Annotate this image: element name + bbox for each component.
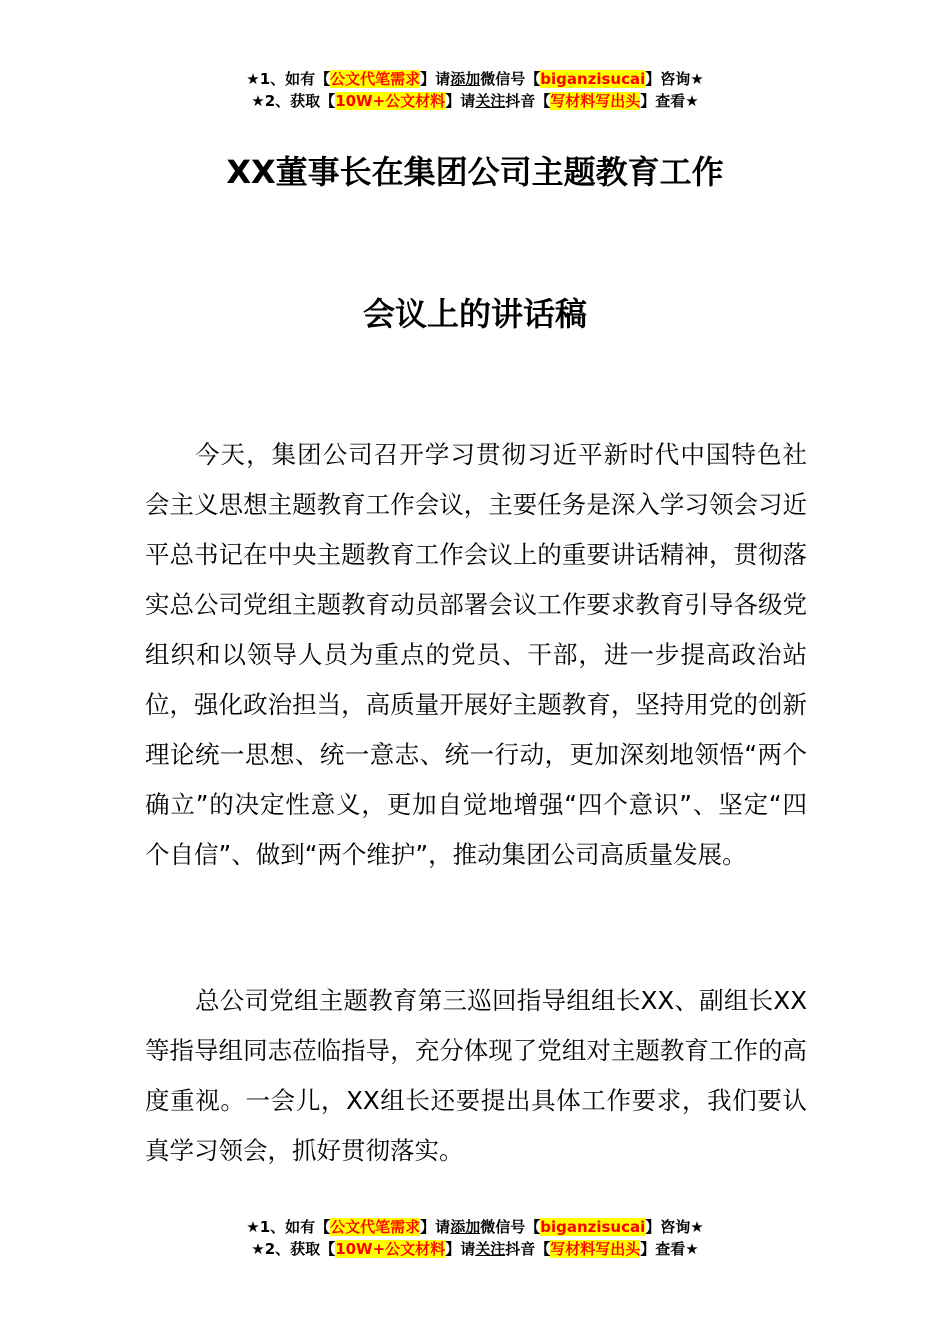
notice-text: 抖音【: [505, 1240, 551, 1258]
document-title-line-2: 会议上的讲话稿: [362, 295, 587, 333]
notice-text: 】查看★: [640, 1240, 699, 1258]
notice-line-2: [0, 1238, 950, 1260]
document-title-line-1: XX董事长在集团公司主题教育工作: [226, 153, 724, 191]
notice-text: ★2、获取【: [251, 1240, 336, 1258]
wechat-id-highlight: biganzisucai: [540, 1218, 646, 1236]
notice-highlight: 10W+公文材料: [335, 92, 446, 110]
notice-text: 】请: [445, 1240, 476, 1258]
notice-line-2: [0, 90, 950, 112]
notice-highlight: 公文代笔需求: [330, 1218, 421, 1236]
notice-text: ★1、如有【: [246, 1218, 331, 1236]
notice-text: 】请: [420, 1218, 451, 1236]
notice-text: 微信号【: [480, 70, 541, 88]
douyin-id-highlight: 写材料写出头: [550, 92, 641, 110]
notice-text: 】咨询★: [645, 70, 704, 88]
header-notice: [0, 68, 950, 112]
notice-line-1: [0, 1216, 950, 1238]
douyin-id-highlight: 写材料写出头: [550, 1240, 641, 1258]
notice-line-1: [0, 68, 950, 90]
notice-text: 】咨询★: [645, 1218, 704, 1236]
body-paragraph-1: 今天，集团公司召开学习贯彻习近平新时代中国特色社会主义思想主题教育工作会议，主要任务是深入学习领会习近平总书记在中央主题教育工作会议上的重要讲话精神，贯彻落实总公司党组主题教育动员部署会议工作要求教育引导各级党组织和以领导人员为重点的党员、干部，进一步提高政治站位，强化政治担当，高质量开展好主题教育，坚持用党的创新理论统一思想、统一意志、统一行动，更加深刻地领悟“两个确立”的决定性意义，更加自觉地增强“四个意识”、坚定“四个自信”、做到“两个维护”，推动集团公司高质量发展。: [145, 440, 807, 869]
notice-text: 微信号【: [480, 1218, 541, 1236]
footer-notice: [0, 1216, 950, 1260]
notice-underline: 关注: [475, 92, 506, 110]
notice-text: 抖音【: [505, 92, 551, 110]
notice-underline: 添加: [450, 70, 481, 88]
notice-underline: 关注: [475, 1240, 506, 1258]
notice-text: 】请: [445, 92, 476, 110]
body-paragraph-2: 总公司党组主题教育第三巡回指导组组长XX、副组长XX等指导组同志莅临指导，充分体现了党组对主题教育工作的高度重视。一会儿，XX组长还要提出具体工作要求，我们要认真学习领会，抓好贯彻落实。: [145, 986, 807, 1165]
notice-text: ★1、如有【: [246, 70, 331, 88]
wechat-id-highlight: biganzisucai: [540, 70, 646, 88]
notice-underline: 添加: [450, 1218, 481, 1236]
notice-highlight: 公文代笔需求: [330, 70, 421, 88]
notice-text: 】请: [420, 70, 451, 88]
notice-highlight: 10W+公文材料: [335, 1240, 446, 1258]
notice-text: 】查看★: [640, 92, 699, 110]
notice-text: ★2、获取【: [251, 92, 336, 110]
